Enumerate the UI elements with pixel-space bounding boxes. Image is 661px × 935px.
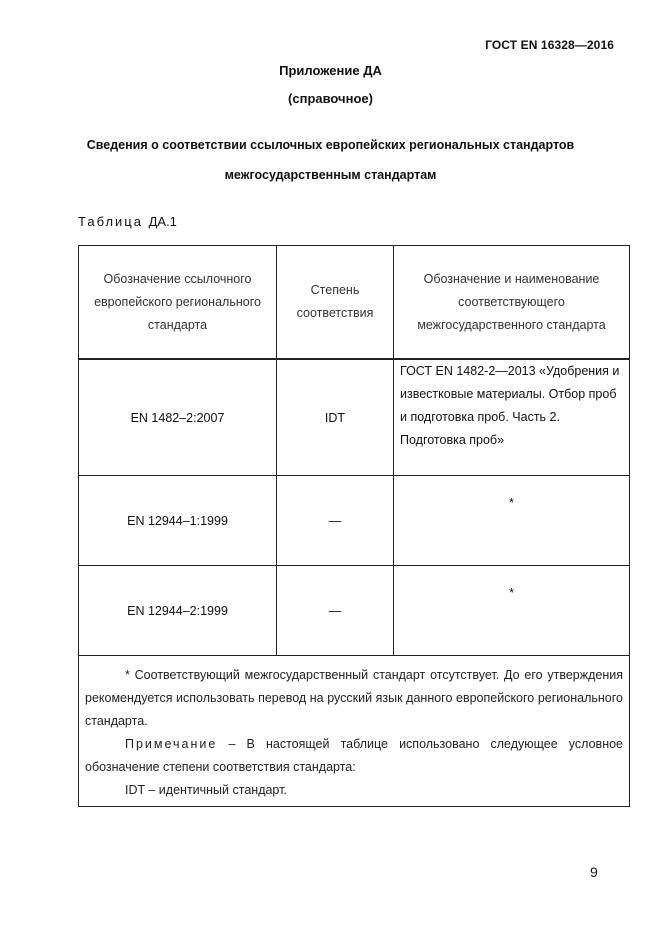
- table-row: [79, 359, 630, 476]
- column-header-reference: Обозначение ссылочного европейского регионального стандарта: [79, 246, 277, 360]
- table-row: [79, 566, 630, 656]
- cell-national: *: [394, 476, 630, 566]
- cell-national: ГОСТ EN 1482-2—2013 «Удобрения и известковые материалы. Отбор проб и подготовка проб. Часть 2. Подготовка проб»: [394, 359, 630, 476]
- annex-subtitle: (справочное): [288, 91, 373, 106]
- table-header-row: [79, 246, 630, 360]
- table-caption-number: ДА.1: [148, 214, 177, 229]
- page-number: 9: [590, 864, 598, 880]
- cell-reference: EN 12944–2:1999: [79, 566, 277, 656]
- section-heading-line1: Сведения о соответствии ссылочных европейских региональных стандартов: [86, 138, 575, 152]
- table-caption-prefix: Таблица: [78, 214, 149, 229]
- cell-degree: —: [277, 566, 394, 656]
- note-paragraph: [85, 733, 623, 779]
- column-header-national: Обозначение и наименование соответствующего межгосударственного стандарта: [394, 246, 630, 360]
- cell-reference: EN 1482–2:2007: [79, 359, 277, 476]
- cell-national: *: [394, 566, 630, 656]
- note-text: – В настоящей таблице использовано следующее условное обозначение степени соответствия стандарта:: [85, 737, 623, 774]
- table-caption: [78, 214, 177, 229]
- cell-degree: IDT: [277, 359, 394, 476]
- cell-degree: —: [277, 476, 394, 566]
- table-notes: [79, 656, 630, 807]
- document-code: ГОСТ EN 16328—2016: [485, 38, 614, 52]
- cell-reference: EN 12944–1:1999: [79, 476, 277, 566]
- annex-title: Приложение ДА: [279, 63, 382, 78]
- column-header-degree: Степень соответствия: [277, 246, 394, 360]
- table-row: [79, 476, 630, 566]
- table-notes-row: [79, 656, 630, 807]
- correspondence-table: [78, 245, 630, 807]
- footnote-text: * Соответствующий межгосударственный стандарт отсутствует. До его утверждения рекомендуется использовать перевод на русский язык данного европейского регионального стандарта.: [85, 668, 623, 728]
- idt-definition: IDT – идентичный стандарт.: [125, 783, 287, 797]
- note-label: Примечание: [125, 737, 218, 751]
- section-heading-line2: межгосударственным стандартам: [224, 168, 437, 182]
